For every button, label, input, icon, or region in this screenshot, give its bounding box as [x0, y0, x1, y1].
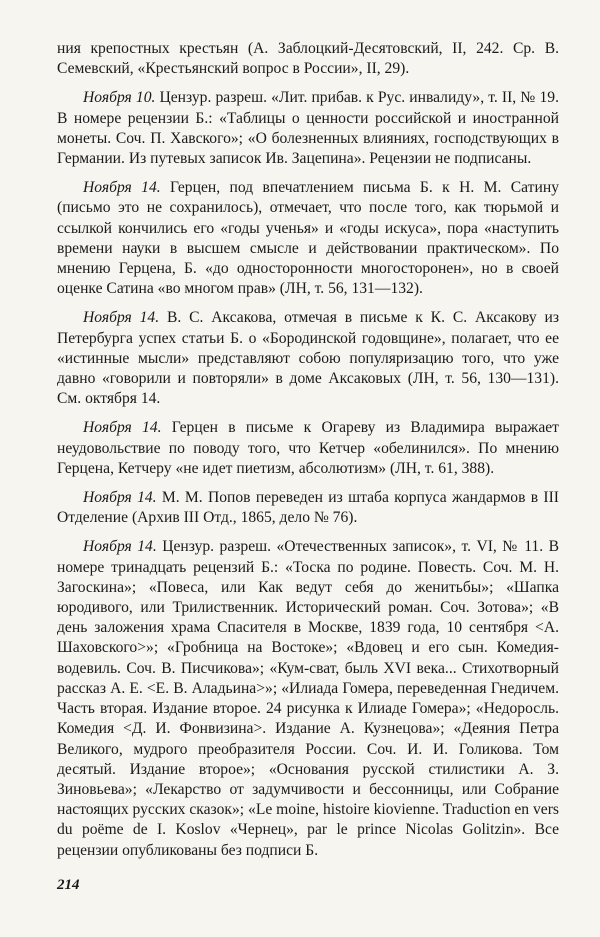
chronicle-text [57, 39, 559, 870]
entry-continuation [57, 39, 559, 79]
entry-text: Цензур. разреш. «Отечественных записок», т. VI, № 11. В номере тринадцать рецензий Б.: «Тоска по родине. Повесть. Соч. М. Н. Загоскина»; «Повеса, или Как ведут себя до женитьбы»; «Шапка юродивого, или Трилиственник. Исторический роман. Соч. Зотова»; «В день заложения храма Спасителя в Москве, 1839 года, 10 сентября <А. Шаховского>»; «Гробница на Востоке»; «Вдовец и его сын. Комедия-водевиль. Соч. В. Писчикова»; «Кум-сват, быль XVI века... Стихотворный рассказ А. Е. <Е. В. Аладьина>»; «Илиада Гомера, переведенная Гнедичем. Часть вторая. Издание второе. 24 рисунка к Илиаде Гомера»; «Недоросль. Комедия <Д. И. Фонвизина>. Издание А. Кузнецова»; «Деяния Петра Великого, мудрого преобразителя России. Соч. И. И. Голикова. Том десятый. Издание второе»; «Основания русской стилистики А. З. Зиновьева»; «Лекарство от задумчивости и бессонницы, или Собрание настоящих русских сказок»; «Le moine, histoire kiovienne. Traduction en vers du poëme de I. Koslov «Чернец», par le prince Nicolas Golitzin». Все рецензии опубликованы без подписи Б. [57, 538, 559, 859]
entry-date: Ноября 14. [83, 538, 157, 556]
entry-date: Ноября 14. [83, 489, 157, 507]
entry-text: Герцен в письме к Огареву из Владимира выражает неудовольствие по поводу того, что Кетчер «обелинился». По мнению Герцена, Кетчеру «не идет пиетизм, абсолютизм» (ЛН, т. 61, 388). [57, 419, 559, 477]
entry-date: Ноября 14. [83, 179, 161, 197]
page-number: 214 [57, 877, 80, 893]
entry-date: Ноября 14. [83, 309, 160, 327]
entry-text: В. С. Аксакова, отмечая в письме к К. С. Аксакову из Петербурга успех статьи Б. о «Бородинской годовщине», полагает, что ее «истинные мысли» представляют собою популяризацию того, что уже давно «говорили и повторяли» в доме Аксаковых (ЛН, т. 56, 130—131). См. октября 14. [57, 309, 559, 408]
entry-text: Герцен, под впечатлением письма Б. к Н. М. Сатину (письмо это не сохранилось), отмечает, что после того, как тюрьмой и ссылкой кончились его «годы ученья» и «годы искуса», пора «наступить времени науки в высшем смысле и действовании практическом». По мнению Герцена, Б. «до односторонности многосторонен», но в своей оценке Сатина «во многом прав» (ЛН, т. 56, 131—132). [57, 179, 559, 298]
entry-nov-10 [57, 88, 559, 169]
entry-date: Ноября 14. [83, 419, 162, 437]
entry-date: Ноября 10. [83, 89, 156, 107]
entry-nov-14-aksakova [57, 308, 559, 409]
entry-nov-14-popov [57, 488, 559, 528]
entry-text: ния крепостных крестьян (А. Заблоцкий-Десятовский, II, 242. Ср. В. Семевский, «Крестьянский вопрос в России», II, 29). [57, 40, 559, 78]
entry-nov-14-otechestvennye [57, 537, 559, 860]
entry-text: М. М. Попов переведен из штаба корпуса жандармов в III Отделение (Архив III Отд., 1865, дело № 76). [57, 489, 559, 527]
entry-text: Цензур. разреш. «Лит. прибав. к Рус. инвалиду», т. II, № 19. В номере рецензии Б.: «Таблицы о ценности российской и иностранной монеты. Соч. П. Хавского»; «О болезненных влияниях, господствующих в Германии. Из путевых записок Ив. Зацепина». Рецензии не подписаны. [57, 89, 559, 168]
entry-nov-14-herzen-satin [57, 178, 559, 299]
entry-nov-14-herzen-ogarev [57, 418, 559, 479]
